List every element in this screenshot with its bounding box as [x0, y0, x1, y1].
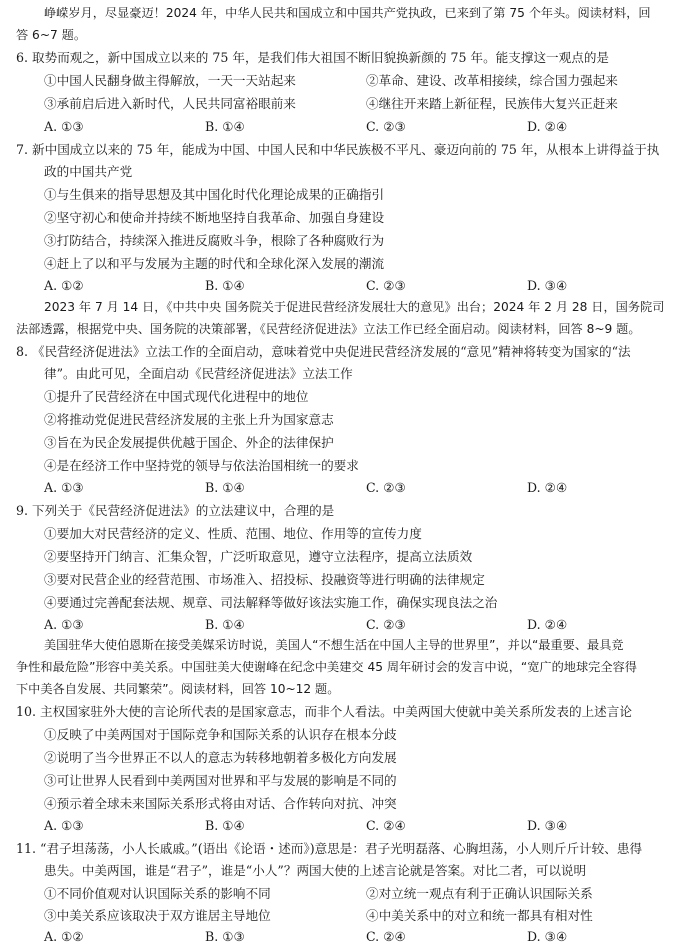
question-7-choice-d: D. ③④: [527, 278, 568, 293]
material-intro-2-line-1: 2023 年 7 月 14 日，《中共中央 国务院关于促进民营经济发展壮大的意见》出台；2024 年 2 月 28 日，国务院司: [44, 300, 665, 314]
question-6-option-3: ③承前启后进入新时代，人民共同富裕眼前来: [44, 96, 296, 111]
question-11-option-1: ①不同价值观对认识国际关系的影响不同: [44, 886, 271, 901]
question-10-option-3: ③可让世界人民看到中美两国对世界和平与发展的影响是不同的: [44, 773, 397, 788]
question-6-option-2: ②革命、建设、改革相接续，综合国力强起来: [366, 73, 618, 88]
question-11-option-4: ④中美关系中的对立和统一都具有相对性: [366, 908, 593, 923]
question-9-stem: 9. 下列关于《民营经济促进法》的立法建议中，合理的是: [16, 503, 335, 518]
question-11-choice-d: D. ③④: [527, 929, 568, 944]
question-8-choice-d: D. ②④: [527, 480, 568, 495]
question-7-choice-c: C. ②③: [366, 278, 406, 293]
question-11-choice-c: C. ②④: [366, 929, 406, 944]
question-10-option-1: ①反映了中美两国对于国际竞争和国际关系的认识存在根本分歧: [44, 727, 397, 742]
question-9-choice-c: C. ②③: [366, 617, 406, 632]
question-10-choice-c: C. ②④: [366, 818, 406, 833]
question-11-stem-line-1: 11. “君子坦荡荡，小人长戚戚。”(语出《论语・述而》)意思是：君子光明磊落、心胸坦荡，小人则斤斤计较、患得: [16, 841, 643, 856]
question-8-choice-a: A. ①③: [44, 480, 84, 495]
question-11-stem-line-2: 患失。中美两国，谁是“君子”，谁是“小人”？两国大使的上述言论就是答案。对比二者，可以说明: [44, 863, 587, 878]
question-6-option-4: ④继往开来踏上新征程，民族伟大复兴正赶来: [366, 96, 618, 111]
question-8-stem-line-1: 8. 《民营经济促进法》立法工作的全面启动，意味着党中央促进民营经济发展的“意见”精神将转变为国家的“法: [16, 344, 631, 359]
question-9-choice-b: B. ①④: [205, 617, 245, 632]
question-8-stem-line-2: 律”。由此可见，全面启动《民营经济促进法》立法工作: [44, 366, 353, 381]
question-7-option-3: ③打防结合，持续深入推进反腐败斗争，根除了各种腐败行为: [44, 233, 385, 248]
question-6-choice-c: C. ②③: [366, 119, 406, 134]
question-9-option-3: ③要对民营企业的经营范围、市场准入、招投标、投融资等进行明确的法律规定: [44, 572, 485, 587]
question-9-choice-d: D. ②④: [527, 617, 568, 632]
question-6-option-1: ①中国人民翻身做主得解放，一天一天站起来: [44, 73, 296, 88]
material-intro-1-line-2: 答 6~7 题。: [16, 28, 87, 42]
question-7-stem-line-2: 政的中国共产党: [44, 164, 133, 179]
question-9-choice-a: A. ①③: [44, 617, 84, 632]
question-10-option-2: ②说明了当今世界正不以人的意志为转移地朝着多极化方向发展: [44, 750, 397, 765]
question-8-choice-c: C. ②③: [366, 480, 406, 495]
question-8-option-2: ②将推动党促进民营经济发展的主张上升为国家意志: [44, 412, 334, 427]
question-7-stem-line-1: 7. 新中国成立以来的 75 年，能成为中国、中国人民和中华民族极不平凡、豪迈向前的 75 年，从根本上讲得益于执: [16, 142, 660, 157]
question-11-choice-a: A. ①②: [44, 929, 84, 944]
question-9-option-4: ④要通过完善配套法规、规章、司法解释等做好该法实施工作，确保实现良法之治: [44, 595, 498, 610]
question-7-choice-b: B. ①④: [205, 278, 245, 293]
question-6-stem: 6. 取势而观之，新中国成立以来的 75 年，是我们伟大祖国不断旧貌换新颜的 75 年。能支撑这一观点的是: [16, 50, 610, 65]
question-11-choice-b: B. ①③: [205, 929, 245, 944]
question-6-choice-b: B. ①④: [205, 119, 245, 134]
question-6-choice-d: D. ②④: [527, 119, 568, 134]
question-8-option-4: ④是在经济工作中坚持党的领导与依法治国相统一的要求: [44, 458, 359, 473]
question-9-option-2: ②要坚持开门纳言、汇集众智，广泛听取意见，遵守立法程序，提高立法质效: [44, 549, 473, 564]
question-8-choice-b: B. ①④: [205, 480, 245, 495]
question-8-option-1: ①提升了民营经济在中国式现代化进程中的地位: [44, 389, 309, 404]
question-7-option-2: ②坚守初心和使命并持续不断地坚持自我革命、加强自身建设: [44, 210, 385, 225]
question-7-option-4: ④赶上了以和平与发展为主题的时代和全球化深入发展的潮流: [44, 256, 385, 271]
question-7-option-1: ①与生俱来的指导思想及其中国化时代化理论成果的正确指引: [44, 187, 385, 202]
material-intro-3-line-2: 争性和最危险”形容中美关系。中国驻美大使谢峰在纪念中美建交 45 周年研讨会的发言中说，“宽广的地球完全容得: [16, 660, 637, 674]
question-6-choice-a: A. ①③: [44, 119, 84, 134]
material-intro-1-line-1: 峥嵘岁月，尽显豪迈！2024 年，中华人民共和国成立和中国共产党执政，已来到了第 75 个年头。阅读材料，回: [44, 6, 651, 20]
question-7-choice-a: A. ①②: [44, 278, 84, 293]
question-10-option-4: ④预示着全球未来国际关系形式将由对话、合作转向对抗、冲突: [44, 796, 397, 811]
material-intro-3-line-3: 下中美各自发展、共同繁荣”。阅读材料，回答 10~12 题。: [16, 682, 340, 696]
question-10-choice-b: B. ①④: [205, 818, 245, 833]
question-11-option-3: ③中美关系应该取决于双方谁居主导地位: [44, 908, 271, 923]
question-8-option-3: ③旨在为民企发展提供优越于国企、外企的法律保护: [44, 435, 334, 450]
question-10-choice-d: D. ③④: [527, 818, 568, 833]
material-intro-3-line-1: 美国驻华大使伯恩斯在接受美媒采访时说，美国人“不想生活在中国人主导的世界里”，并以“最重要、最具竞: [44, 638, 624, 652]
material-intro-2-line-2: 法部透露，根据党中央、国务院的决策部署，《民营经济促进法》立法工作已经全面启动。阅读材料，回答 8~9 题。: [16, 322, 641, 336]
question-9-option-1: ①要加大对民营经济的定义、性质、范围、地位、作用等的宣传力度: [44, 526, 422, 541]
question-10-choice-a: A. ①③: [44, 818, 84, 833]
question-10-stem: 10. 主权国家驻外大使的言论所代表的是国家意志，而非个人看法。中美两国大使就中美关系所发表的上述言论: [16, 704, 632, 719]
question-11-option-2: ②对立统一观点有利于正确认识国际关系: [366, 886, 593, 901]
